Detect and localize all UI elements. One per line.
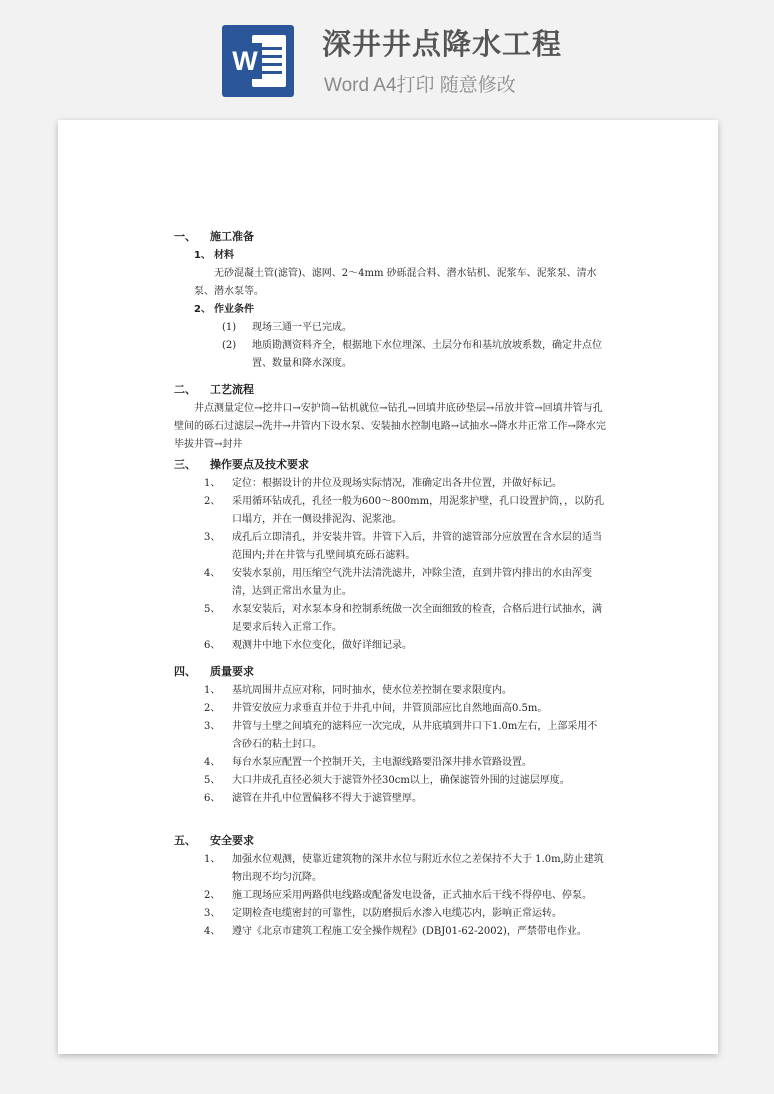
- list-item: [116, 887, 606, 905]
- list-item-text: 定期检查电缆密封的可靠性，以防磨损后水渗入电缆芯内，影响正常运转。: [232, 908, 562, 919]
- list-item: [116, 905, 606, 923]
- list-item: [116, 772, 606, 790]
- subsection-heading: [116, 301, 606, 319]
- list-item: [116, 565, 606, 601]
- list-item-number: 6、: [204, 640, 221, 651]
- list-item-text: 成孔后立即清孔，并安装井管。井管下入后，井管的滤管部分应放置在含水层的适当范围内;并在井管与孔壁间填充砾石滤料。: [232, 532, 602, 561]
- list-item: [116, 337, 606, 373]
- page-title: 深井井点降水工程: [322, 27, 563, 61]
- list-item-number: 4、: [204, 926, 221, 937]
- list-item-text: 水泵安装后，对水泵本身和控制系统做一次全面细致的检查，合格后进行试抽水，满足要求后转入正常工作。: [232, 604, 602, 633]
- list-item: [116, 601, 606, 637]
- subsection-number: 2、: [194, 304, 211, 315]
- section-heading: [116, 226, 606, 247]
- list-item-number: (1): [222, 322, 237, 333]
- section-title: 工艺流程: [210, 383, 254, 396]
- list-item-number: 3、: [204, 721, 221, 732]
- paragraph: 井点测量定位→挖井口→安护筒→钻机就位→钻孔→回填井底砂垫层→吊放井管→回填井管与孔壁间的砾石过滤层→洗井→井管内下设水泵、安装抽水控制电路→试抽水→降水井正常工作→降水完毕拔井管→封井: [174, 403, 606, 450]
- list-item: [116, 493, 606, 529]
- list-item-text: 井管与土壁之间填充的滤料应一次完成，从井底填到井口下1.0m左右，上部采用不含砂石的粘土封口。: [232, 721, 598, 750]
- section-number: 五、: [174, 834, 196, 847]
- list-item-number: 4、: [204, 568, 221, 579]
- section-title: 安全要求: [210, 834, 254, 847]
- list-item-number: (2): [222, 340, 237, 351]
- list-item: [116, 754, 606, 772]
- list-item-number: 3、: [204, 908, 221, 919]
- list-item: [116, 923, 606, 941]
- list-item-number: 4、: [204, 757, 221, 768]
- section-number: 二、: [174, 383, 196, 396]
- paragraph: 无砂混凝土管(滤管)、滤网、2～4mm 砂砾混合料、潜水钻机、泥浆车、泥浆泵、清水泵、潜水泵等。: [194, 268, 597, 297]
- list-item-number: 1、: [204, 854, 221, 865]
- list-item-text: 地质勘测资料齐全，根据地下水位埋深、土层分布和基坑放坡系数，确定井点位置、数量和降水深度。: [252, 340, 602, 369]
- list-item-text: 观测井中地下水位变化，做好详细记录。: [232, 640, 412, 651]
- section-title: 操作要点及技术要求: [210, 458, 309, 471]
- list-item-text: 井管安放应力求垂直并位于井孔中间，井管顶部应比自然地面高0.5m。: [232, 703, 548, 714]
- list-item-number: 2、: [204, 703, 221, 714]
- section-heading: [116, 379, 606, 400]
- subsection-number: 1、: [194, 250, 211, 261]
- list-item: [116, 718, 606, 754]
- section-title: 质量要求: [210, 665, 254, 678]
- list-item: [116, 637, 606, 655]
- list-item: [116, 319, 606, 337]
- list-item-number: 1、: [204, 685, 221, 696]
- section-heading: [116, 661, 606, 682]
- list-item-number: 2、: [204, 890, 221, 901]
- list-item: [116, 700, 606, 718]
- section-heading: [116, 454, 606, 475]
- section-number: 三、: [174, 458, 196, 471]
- section-number: 一、: [174, 230, 196, 243]
- list-item-number: 5、: [204, 604, 221, 615]
- list-item-number: 1、: [204, 478, 221, 489]
- list-item-text: 定位：根据设计的井位及现场实际情况，准确定出各井位置，并做好标记。: [232, 478, 562, 489]
- subsection-title: 材料: [214, 250, 234, 261]
- list-item-number: 3、: [204, 532, 221, 543]
- section-heading: [116, 830, 606, 851]
- list-item-text: 采用循环钻成孔，孔径一般为600～800mm，用泥浆护壁，孔口设置护筒，，以防孔口塌方，并在一侧设排泥沟、泥浆池。: [232, 496, 605, 525]
- list-item-text: 每台水泵应配置一个控制开关，主电源线路要沿深井排水管路设置。: [232, 757, 532, 768]
- document-content: [116, 226, 606, 941]
- list-item-text: 施工现场应采用两路供电线路或配备发电设备，正式抽水后干线不得停电、停泵。: [232, 890, 592, 901]
- list-item-text: 加强水位观测，使靠近建筑物的深井水位与附近水位之差保持不大于 1.0m,防止建筑物出现不均匀沉降。: [232, 854, 604, 883]
- list-item: [116, 682, 606, 700]
- list-item-text: 现场三通一平已完成。: [252, 322, 352, 333]
- list-item-text: 安装水泵前，用压缩空气洗井法清洗滤井，冲除尘渣，直到井管内排出的水由浑变清，达到正常出水量为止。: [232, 568, 592, 597]
- list-item-number: 5、: [204, 775, 221, 786]
- list-item: [116, 475, 606, 493]
- word-icon: [222, 25, 294, 97]
- list-item-text: 滤管在井孔中位置偏移不得大于滤管壁厚。: [232, 793, 422, 804]
- section-number: 四、: [174, 665, 196, 678]
- list-item: [116, 529, 606, 565]
- list-item-text: 大口井成孔直径必须大于滤管外径30cm以上，确保滤管外围的过滤层厚度。: [232, 775, 570, 786]
- list-item: [116, 851, 606, 887]
- section-title: 施工准备: [210, 230, 254, 243]
- subsection-title: 作业条件: [214, 304, 254, 315]
- list-item-number: 2、: [204, 496, 221, 507]
- header-banner: [0, 0, 774, 112]
- list-item-number: 6、: [204, 793, 221, 804]
- list-item-text: 遵守《北京市建筑工程施工安全操作规程》(DBJ01-62-2002)，严禁带电作业。: [232, 926, 587, 937]
- subsection-heading: [116, 247, 606, 265]
- list-item-text: 基坑周围井点应对称，同时抽水，使水位差控制在要求限度内。: [232, 685, 512, 696]
- list-item: [116, 790, 606, 808]
- word-icon-letter: W: [228, 43, 262, 79]
- page-subtitle: Word A4打印 随意修改: [324, 75, 516, 96]
